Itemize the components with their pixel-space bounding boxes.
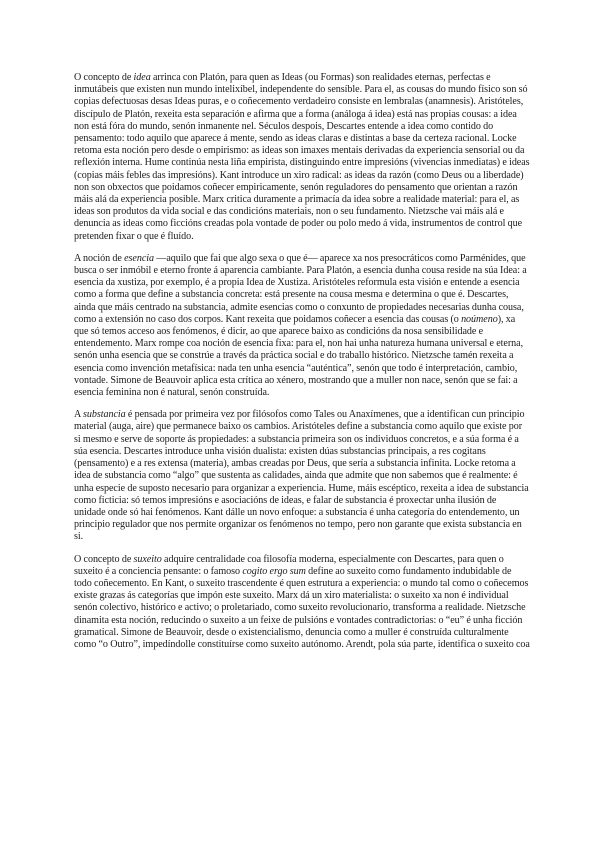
paragraph-substancia xyxy=(74,409,530,543)
paragraph-esencia-body-end: ), xa que só temos acceso aos fenómenos, é dicir, ao que aparece baixo as condicións da nosa sensibilidade e entendemento. Marx rompe coa noción de esencia fixa: para el, non hai unha natureza humana universal e eterna, senón unha esencia que se constrúe a través da práctica social e do traballo histórico. Nietzsche tamén rexeita a esencia como invención metafísica: nada ten unha esencia “auténtica”, senón que todo é interpretación, cambio, vontade. Simone de Beauvoir aplica esta crítica ao xénero, mostrando que a muller non nace, senón que se fai: a esencia feminina non é natural, senón construída. xyxy=(74,313,524,399)
paragraph-idea-intro: O concepto de xyxy=(74,72,134,83)
paragraph-idea xyxy=(74,72,530,243)
document-page xyxy=(74,72,530,661)
term-cogito: cogito ergo sum xyxy=(242,565,306,577)
paragraph-esencia xyxy=(74,253,530,399)
paragraph-esencia-body: —aquilo que fai que algo sexa o que é— aparece xa nos presocráticos como Parménides, que busca o ser inmóbil e eterno fronte á aparencia cambiante. Para Platón, a esencia dunha cousa reside na súa Idea: a esencia da xustiza, por exemplo, é a propia Idea de Xustiza. Aristóteles reformula esta visión e entende a esencia como a forma que define a substancia concreta: está presente na cousa mesma e determina o que é. Descartes, ainda que máis centrado na substancia, admite esencias como o conxunto de propiedades necesarias dunha cousa, como a extensión no caso dos corpos. Kant rexeita que poidamos coñecer a esencia das cousas (o xyxy=(74,252,527,325)
term-idea: idea xyxy=(133,72,151,83)
paragraph-idea-body: arrinca con Platón, para quen as Ideas (ou Formas) son realidades eternas, perfectas e inmutábeis que existen nun mundo intelixíbel, independente do sensíble. Para el, as cousas do mundo físico son só copias defectuosas desas Ideas puras, e o coñecemento verdadeiro consiste en lembralas (anamnesis). Aristóteles, discípulo de Platón, rexeita esta separación e afirma que a forma (análoga á idea) está nas propias cousas: a idea non está fóra do mundo, senón inmanente nel. Séculos despois, Descartes entende a idea como contido do pensamento: todo aquilo que aparece á mente, sendo as ideas claras e distintas a base da certeza racional. Locke retoma esta noción pero desde o empirismo: as ideas son imaxes mentais derivadas da experiencia sensorial ou da reflexión interna. Hume continúa nesta liña empirista, distinguindo entre impresións (vivencias inmediatas) e ideas (copias máis febles das impresións). Kant introduce un xiro radical: as ideas da razón (como Deus ou a liberdade) non son obxectos que poidamos coñecer empiricamente, senón reguladores do pensamento que orientan a razón máis alá da experiencia posible. Marx critica duramente a primacía da idea sobre a realidade material: para el, as ideas son produtos da vida social e das condicións materiais, non o seu fundamento. Nietzsche vai máis alá e denuncia as ideas como ficcións creadas pola vontade de poder ou polo medo á vida, instrumentos de control que pretenden fixar o que é fluído. xyxy=(74,72,530,242)
paragraph-suxeito-intro: O concepto de xyxy=(74,553,134,565)
paragraph-suxeito xyxy=(74,554,530,652)
paragraph-substancia-body: é pensada por primeira vez por filósofos como Tales ou Anaxímenes, que a identifican cun principio material (auga, aire) que permanece baixo os cambios. Aristóteles define a substancia como aquilo que existe por si mesmo e serve de soporte ás propiedades: a substancia primeira son os individuos concretos, e a súa forma é a súa esencia. Descartes introduce unha visión dualista: existen dúas substancias principais, a res cogitans (pensamento) e a res extensa (materia), ambas creadas por Deus, que sería a substancia infinita. Locke retoma a idea de substancia como “algo” que sustenta as calidades, ainda que admite que non sabemos que é realmente: é unha especie de suposto necesario para organizar a experiencia. Hume, máis escéptico, rexeita a idea de substancia como ficticia: só temos impresións e asociacións de ideas, e falar de substancia é proxectar unha ilusión de unidade onde só hai fenómenos. Kant dálle un novo enfoque: a substancia é unha categoría do entendemento, un principio regulador que nos permite organizar os fenómenos no tempo, pero non garante que exista substancia en si. xyxy=(74,409,529,543)
term-esencia: esencia xyxy=(124,252,155,264)
term-substancia: substancia xyxy=(82,409,126,421)
paragraph-esencia-intro: A noción de xyxy=(74,252,125,264)
term-suxeito: suxeito xyxy=(133,553,162,565)
paragraph-suxeito-body: adquire centralidade coa filosofía moderna, especialmente con Descartes, para quen o suxeito é a conciencia pensante: o famoso xyxy=(74,553,504,577)
term-noumeno: noúmeno xyxy=(461,313,498,325)
paragraph-suxeito-body-end: define ao suxeito como fundamento indubidable de todo coñecemento. En Kant, o suxeito trascendente é quen estrutura a experiencia: o mundo tal como o coñecemos existe grazas ás categorías que impón este suxeito. Marx dá un xiro materialista: o suxeito xa non é individual senón colectivo, histórico e activo; o proletariado, como suxeito revolucionario, transforma a realidade. Nietzsche dinamita esta noción, reducindo o suxeito a un feixe de pulsións e vontades contradictorias: o “eu” é unha ficción gramatical. Simone de Beauvoir, desde o existencialismo, denuncia como a muller é construída culturalmente como “o Outro”, impedíndolle constituírse como suxeito autónomo. Arendt, pola súa parte, identifica o suxeito coa xyxy=(74,565,530,650)
paragraph-substancia-intro: A xyxy=(74,409,83,421)
